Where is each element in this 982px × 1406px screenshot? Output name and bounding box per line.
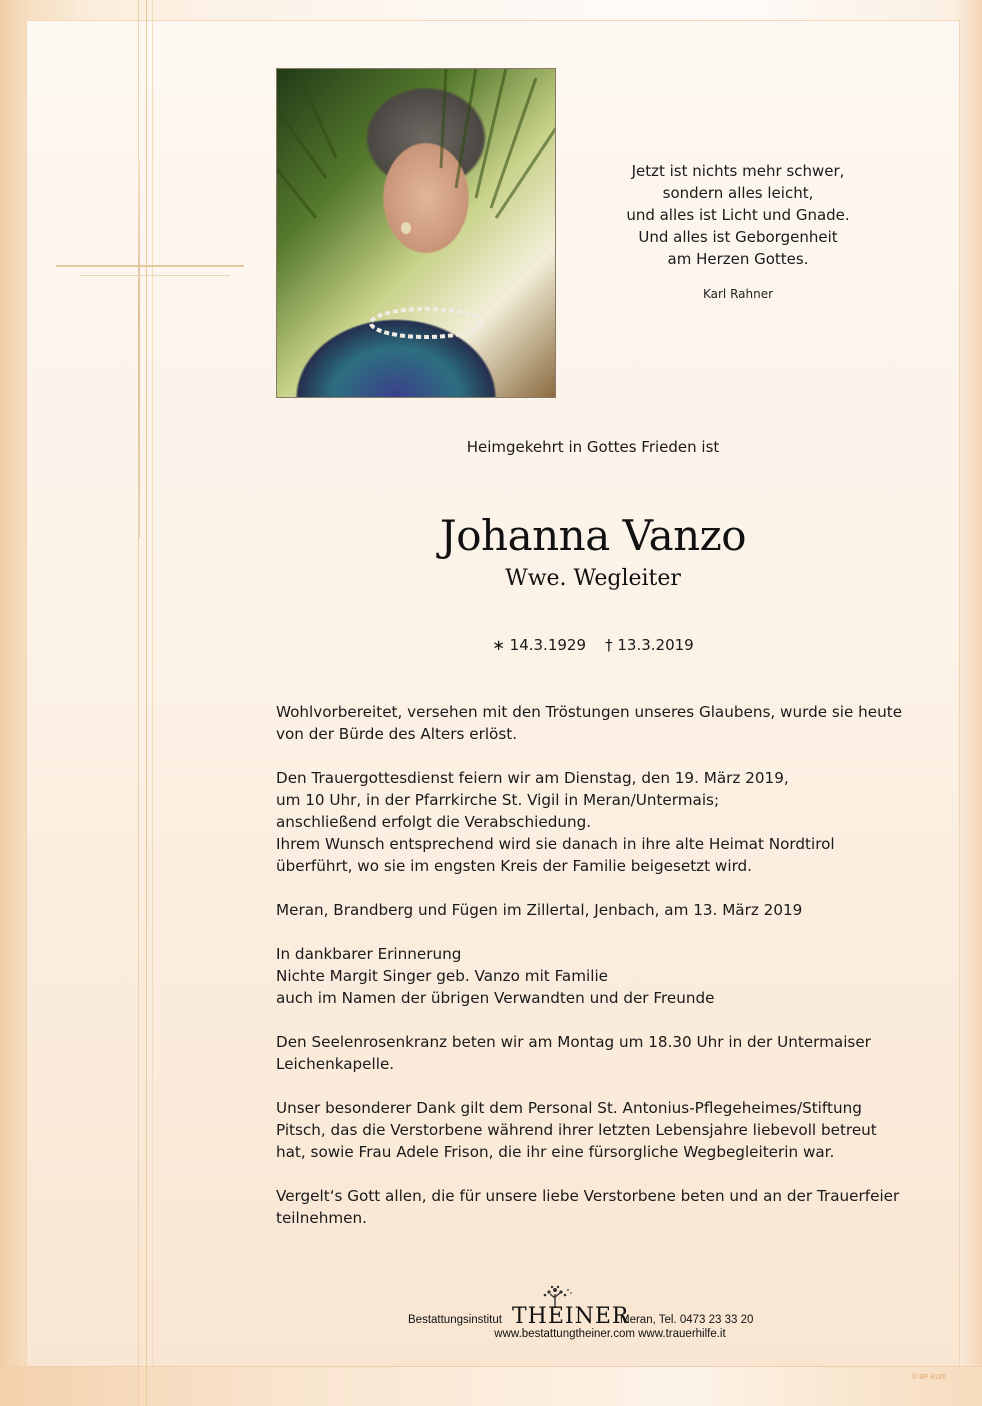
text-line: Ihrem Wunsch entsprechend wird sie danach in ihre alte Heimat Nordtirol bbox=[276, 835, 835, 853]
deceased-name: Johanna Vanzo bbox=[439, 511, 747, 560]
paragraph bbox=[276, 1031, 926, 1075]
text-line: Meran, Brandberg und Fügen im Zillertal, Jenbach, am 13. März 2019 bbox=[276, 901, 803, 919]
text-line: hat, sowie Frau Adele Frison, die ihr eine fürsorgliche Wegbegleiterin war. bbox=[276, 1143, 835, 1161]
text-line: überführt, wo sie im engsten Kreis der Familie beigesetzt wird. bbox=[276, 857, 753, 875]
photo-border bbox=[276, 68, 556, 398]
text-line: auch im Namen der übrigen Verwandten und der Freunde bbox=[276, 989, 715, 1007]
text-line: Leichenkapelle. bbox=[276, 1055, 395, 1073]
text-line: Vergelt‘s Gott allen, die für unsere liebe Verstorbene beten und an der Trauerfeier bbox=[276, 1187, 900, 1205]
paragraph bbox=[276, 1185, 926, 1229]
text-line: Wohlvorbereitet, versehen mit den Tröstungen unseres Glaubens, wurde sie heute bbox=[276, 703, 903, 721]
quote-line: Jetzt ist nichts mehr schwer, bbox=[631, 162, 845, 180]
text-line: teilnehmen. bbox=[276, 1209, 367, 1227]
text-line: Den Seelenrosenkranz beten wir am Montag um 18.30 Uhr in der Untermaiser bbox=[276, 1033, 871, 1051]
life-dates bbox=[300, 636, 886, 654]
funeral-home-websites[interactable]: www.bestattungtheiner.com www.trauerhilfe.it bbox=[494, 1328, 726, 1340]
funeral-home-phone: Meran, Tel. 0473 23 33 20 bbox=[620, 1314, 754, 1326]
cross-icon-vertical bbox=[138, 160, 140, 538]
death-cross-icon: † bbox=[605, 636, 613, 654]
quote-line: und alles ist Licht und Gnade. bbox=[626, 206, 850, 224]
text-line: um 10 Uhr, in der Pfarrkirche St. Vigil in Meran/Untermais; bbox=[276, 791, 720, 809]
widow-of: Wwe. Wegleiter bbox=[505, 566, 681, 591]
copyright: © BP 9126 bbox=[912, 1374, 946, 1381]
paragraph bbox=[276, 701, 926, 745]
text-line: Nichte Margit Singer geb. Vanzo mit Familie bbox=[276, 967, 609, 985]
decor-line-2 bbox=[146, 0, 147, 1406]
paragraph bbox=[276, 943, 926, 1009]
birth-date: 14.3.1929 bbox=[509, 636, 586, 654]
decor-hline-bottom bbox=[0, 1366, 982, 1367]
death-date: 13.3.2019 bbox=[617, 636, 694, 654]
cross-icon-horizontal-shadow bbox=[80, 275, 230, 276]
text-line: Unser besonderer Dank gilt dem Personal St. Antonius-Pflegeheimes/Stiftung bbox=[276, 1099, 862, 1117]
birth-star-icon: ∗ bbox=[492, 636, 505, 654]
decor-line-3 bbox=[152, 0, 153, 1406]
text-line: anschließend erfolgt die Verabschiedung. bbox=[276, 813, 592, 831]
quote-line: am Herzen Gottes. bbox=[667, 250, 809, 268]
text-line: Den Trauergottesdienst feiern wir am Dienstag, den 19. März 2019, bbox=[276, 769, 789, 787]
paragraph bbox=[276, 1097, 926, 1163]
bottom-frame bbox=[0, 1366, 982, 1406]
intro-text: Heimgekehrt in Gottes Frieden ist bbox=[466, 438, 720, 456]
text-line: In dankbarer Erinnerung bbox=[276, 945, 462, 963]
notice-body bbox=[276, 701, 926, 1251]
text-line: Pitsch, das die Verstorbene während ihrer letzten Lebensjahre liebevoll betreut bbox=[276, 1121, 877, 1139]
text-line: von der Bürde des Alters erlöst. bbox=[276, 725, 518, 743]
cross-icon-horizontal bbox=[56, 265, 244, 267]
funeral-home-brand: THEINER bbox=[512, 1304, 630, 1329]
funeral-home-label: Bestattungsinstitut bbox=[408, 1314, 502, 1326]
quote bbox=[598, 160, 878, 270]
paragraph bbox=[276, 899, 926, 921]
quote-line: sondern alles leicht, bbox=[662, 184, 814, 202]
portrait-photo bbox=[276, 68, 556, 398]
paragraph bbox=[276, 767, 926, 877]
quote-line: Und alles ist Geborgenheit bbox=[638, 228, 838, 246]
quote-author: Karl Rahner bbox=[702, 287, 774, 301]
